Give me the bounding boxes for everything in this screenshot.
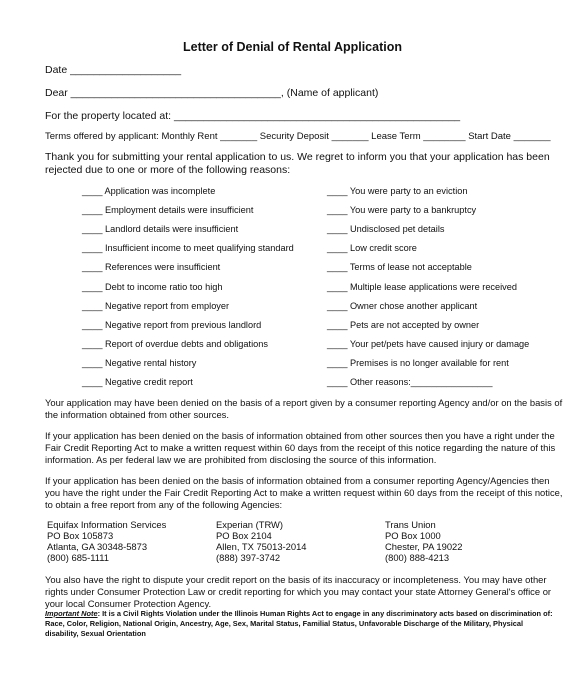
reason-item: ____ Undisclosed pet details bbox=[327, 224, 445, 235]
reason-item: ____ Owner chose another applicant bbox=[327, 300, 478, 311]
agency-line: PO Box 105873 bbox=[47, 530, 114, 541]
paragraph-line: If your application has been denied on the basis of information obtained from a consumer reporting Agency/Agencies then bbox=[45, 475, 550, 486]
paragraph-line: the information obtained from other sources. bbox=[45, 409, 229, 420]
reason-item: ____ Multiple lease applications were received bbox=[327, 281, 517, 292]
important-note-line bbox=[45, 609, 553, 619]
reason-item: ____ Employment details were insufficient bbox=[82, 205, 254, 216]
date-field: Date ___________________ bbox=[45, 64, 182, 76]
paragraph-line: your local Consumer Protection Agency. bbox=[45, 598, 212, 609]
reason-item: ____ Negative report from employer bbox=[82, 300, 230, 311]
property-address-field: For the property located at: _________________________________________________ bbox=[45, 110, 461, 122]
reason-item: ____ You were party to a bankruptcy bbox=[327, 205, 477, 216]
agency-experian bbox=[216, 519, 307, 563]
paragraph-line: Fair Credit Reporting Act to make a written request within 60 days from the receipt of this notice regarding the nature of this bbox=[45, 442, 556, 453]
reason-item: ____ Negative report from previous landlord bbox=[82, 319, 262, 330]
agency-line: Trans Union bbox=[385, 519, 436, 530]
reason-item: ____ Terms of lease not acceptable bbox=[327, 262, 472, 273]
agency-line: Atlanta, GA 30348-5873 bbox=[47, 541, 148, 552]
terms-offered-field: Terms offered by applicant: Monthly Rent _______ Security Deposit _______ Lease Term ________ Start Date _______ bbox=[45, 131, 551, 142]
paragraph-line: You also have the right to dispute your credit report on the basis of its inaccuracy or incompleteness. You may have other bbox=[45, 574, 547, 585]
reason-item: ____ Negative credit report bbox=[82, 377, 193, 387]
reason-item: ____ Landlord details were insufficient bbox=[82, 224, 239, 235]
reason-item: ____ Application was incomplete bbox=[82, 186, 216, 196]
agency-line: PO Box 1000 bbox=[385, 530, 441, 541]
reason-item: ____ You were party to an eviction bbox=[327, 186, 468, 196]
reason-item: ____ Report of overdue debts and obligations bbox=[82, 338, 268, 349]
paragraph-line: rights under Consumer Protection Law or credit reporting for which you may contact your state Attorney General's office or bbox=[45, 586, 552, 597]
important-note-line: disability, Sexual Orientation bbox=[45, 629, 146, 638]
reason-item: ____ Your pet/pets have caused injury or damage bbox=[327, 338, 530, 349]
paragraph-line: you have the right under the Fair Credit Reporting Act to make a written request within 60 days from the receipt of this notice, bbox=[45, 487, 563, 498]
paragraph-line: If your application has been denied on the basis of information obtained from other sources then you have a right under the bbox=[45, 430, 555, 441]
important-note-label: Important Note bbox=[45, 609, 98, 618]
agency-line: Chester, PA 19022 bbox=[385, 541, 463, 552]
reason-item: ____ Negative rental history bbox=[82, 357, 197, 368]
applicant-name-field: Dear ____________________________________, (Name of applicant) bbox=[45, 87, 379, 99]
reason-item: ____ Other reasons:________________ bbox=[327, 377, 493, 387]
important-note-line: Race, Color, Religion, National Origin, Ancestry, Age, Sex, Marital Status, Familial Status, Unfavorable Discharge of the Military, Physical bbox=[45, 619, 524, 628]
reason-item: ____ Pets are not accepted by owner bbox=[327, 319, 480, 330]
agency-line: (800) 888-4213 bbox=[385, 552, 450, 563]
reason-item: ____ Insufficient income to meet qualifying standard bbox=[82, 243, 294, 254]
agency-line: (888) 397-3742 bbox=[216, 552, 281, 563]
agency-line: Equifax Information Services bbox=[47, 519, 167, 530]
agency-line: Experian (TRW) bbox=[216, 519, 284, 530]
agency-transunion bbox=[385, 519, 462, 563]
reason-item: ____ Debt to income ratio too high bbox=[82, 281, 223, 292]
agency-line: Allen, TX 75013-2014 bbox=[216, 541, 307, 552]
agency-line: (800) 685-1111 bbox=[47, 552, 110, 563]
intro-line: Thank you for submitting your rental application to us. We regret to inform you that your application has been bbox=[45, 151, 550, 163]
reason-item: ____ Premises is no longer available for rent bbox=[327, 357, 509, 368]
reason-item: ____ Low credit score bbox=[327, 243, 417, 254]
agency-equifax bbox=[47, 519, 166, 563]
intro-line: rejected due to one or more of the following reasons: bbox=[45, 164, 291, 176]
agency-line: PO Box 2104 bbox=[216, 530, 272, 541]
paragraph-line: Your application may have been denied on the basis of a report given by a consumer reporting Agency and/or on the basis of bbox=[45, 397, 563, 408]
note-text: : It is a Civil Rights Violation under the Illinois Human Rights Act to engage in any discriminatory acts based on discrimination of: bbox=[97, 609, 553, 618]
paragraph-line: information. As per federal law we are prohibited from disclosing the source of this information. bbox=[45, 454, 437, 465]
paragraph-line: to obtain a free report from any of the following Agencies: bbox=[45, 499, 283, 510]
reason-item: ____ References were insufficient bbox=[82, 262, 221, 273]
page-title: Letter of Denial of Rental Application bbox=[183, 40, 402, 54]
